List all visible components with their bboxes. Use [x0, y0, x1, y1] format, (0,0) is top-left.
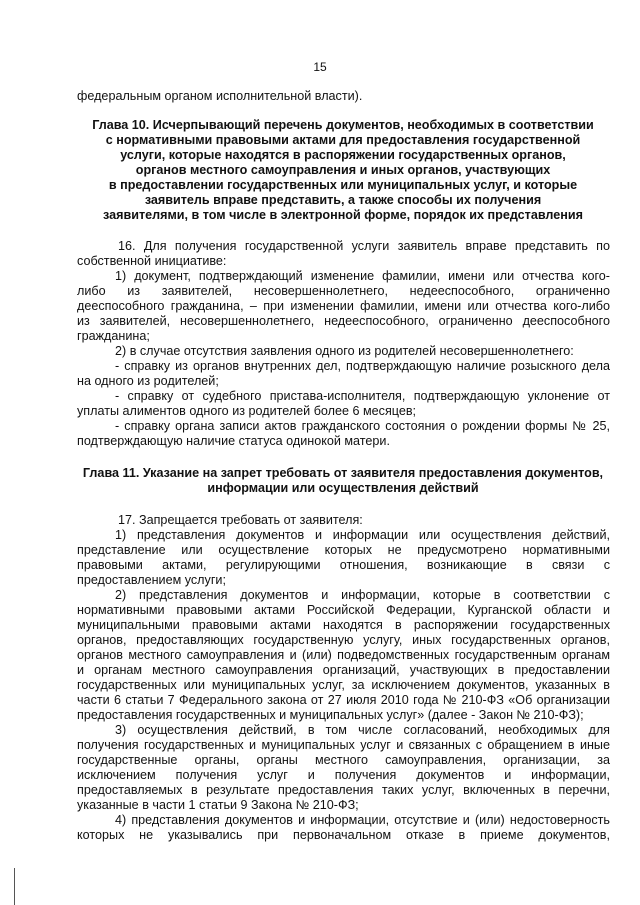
- paragraph-line: либо из заявителей, несовершеннолетнего, недееспособного, ограниченно: [77, 284, 610, 298]
- paragraph-line: получения государственных и муниципальных услуг и связанных с обращением в иные: [77, 738, 610, 752]
- paragraph-line: подтверждающую наличие статуса одинокой матери.: [77, 434, 390, 448]
- paragraph-line: правовыми актами, регулирующими отношения, возникающие в связи с: [77, 558, 610, 572]
- paragraph-line: 2) в случае отсутствия заявления одного из родителей несовершеннолетнего:: [115, 344, 574, 358]
- chapter10-heading-line: в предоставлении государственных или муниципальных услуг, и которые: [108, 178, 578, 192]
- paragraph-line: государственные органы, органы местного самоуправления, организации, за: [77, 753, 610, 767]
- paragraph-line: - справку от судебного пристава-исполнителя, подтверждающую уклонение от: [115, 389, 610, 403]
- paragraph-line: государственных или муниципальных услуг, за исключением документов, указанных в: [77, 678, 610, 692]
- chapter10-heading-line: Глава 10. Исчерпывающий перечень документов, необходимых в соответствии: [92, 118, 594, 132]
- paragraph-line: нормативными правовыми актами Российской Федерации, Курганской области и: [77, 603, 610, 617]
- paragraph-line: части 6 статьи 7 Федерального закона от 27 июля 2010 года № 210-ФЗ «Об организации: [77, 693, 610, 707]
- paragraph-line: уплаты алиментов одного из родителей более 6 месяцев;: [77, 404, 417, 418]
- chapter10-heading-line: органов местного самоуправления и иных органов, участвующих: [135, 163, 551, 177]
- paragraph-line: 4) представления документов и информации, отсутствие и (или) недостоверность: [115, 813, 610, 827]
- continuation-text: федеральным органом исполнительной власти).: [77, 89, 363, 103]
- paragraph-line: и органам местного самоуправления организаций, участвующих в предоставлении: [77, 663, 610, 677]
- chapter10-heading-line: заявителями, в том числе в электронной форме, порядок их представления: [103, 208, 583, 222]
- paragraph-line: органов, предоставляющих государственную услугу, иных государственных органов,: [77, 633, 610, 647]
- paragraph-line: 3) осуществления действий, в том числе согласований, необходимых для: [115, 723, 610, 737]
- paragraph-line: муниципальными правовыми актами находятся в распоряжении государственных: [77, 618, 610, 632]
- paragraph-line: на одного из родителей;: [77, 374, 219, 388]
- paragraph-line: 16. Для получения государственной услуги заявитель вправе представить по: [118, 239, 610, 253]
- paragraph-line: указанные в части 1 статьи 9 Закона № 210-ФЗ;: [77, 798, 359, 812]
- paragraph-line: исключением получения услуг и получения документов и информации,: [77, 768, 610, 782]
- paragraph-line: гражданина;: [77, 329, 150, 343]
- paragraph-line: 2) представления документов и информации, которые в соответствии с: [115, 588, 610, 602]
- paragraph-line: - справку органа записи актов гражданского состояния о рождении формы № 25,: [115, 419, 610, 433]
- paragraph-line: представление или осуществление которых не предусмотрено нормативными: [77, 543, 610, 557]
- paragraph-line: предоставляемых в результате предоставления таких услуг, включенных в перечни,: [77, 783, 610, 797]
- scan-edge-line: [14, 868, 15, 905]
- chapter10-heading-line: услуги, которые находятся в распоряжении государственных органов,: [120, 148, 566, 162]
- chapter10-heading-line: с нормативными правовыми актами для предоставления государственной: [105, 133, 581, 147]
- paragraph-line: дееспособного гражданина, – при изменении фамилии, имени или отчества кого-либо: [77, 299, 610, 313]
- paragraph-line: 1) документ, подтверждающий изменение фамилии, имени или отчества кого-: [115, 269, 610, 283]
- paragraph-line: из заявителей, несовершеннолетнего, недееспособного, ограниченно дееспособного: [77, 314, 610, 328]
- chapter11-heading-line: информации или осуществления действий: [207, 481, 479, 495]
- chapter11-heading-line: Глава 11. Указание на запрет требовать от заявителя предоставления документов,: [82, 466, 604, 480]
- paragraph-line: которых не указывались при первоначальном отказе в приеме документов,: [77, 828, 610, 842]
- paragraph-line: органов местного самоуправления и (или) подведомственных государственным органам: [77, 648, 610, 662]
- page-number: 15: [313, 60, 327, 74]
- paragraph-line: - справку из органов внутренних дел, подтверждающую наличие розыскного дела: [115, 359, 610, 373]
- paragraph-line: собственной инициативе:: [77, 254, 227, 268]
- paragraph-line: 1) представления документов и информации или осуществления действий,: [115, 528, 610, 542]
- chapter10-heading-line: заявитель вправе представить, а также способы их получения: [144, 193, 542, 207]
- paragraph-line: предоставления государственных и муниципальных услуг» (далее - Закон № 210-ФЗ);: [77, 708, 584, 722]
- paragraph-line: предоставлением услуги;: [77, 573, 226, 587]
- paragraph-line: 17. Запрещается требовать от заявителя:: [118, 513, 363, 527]
